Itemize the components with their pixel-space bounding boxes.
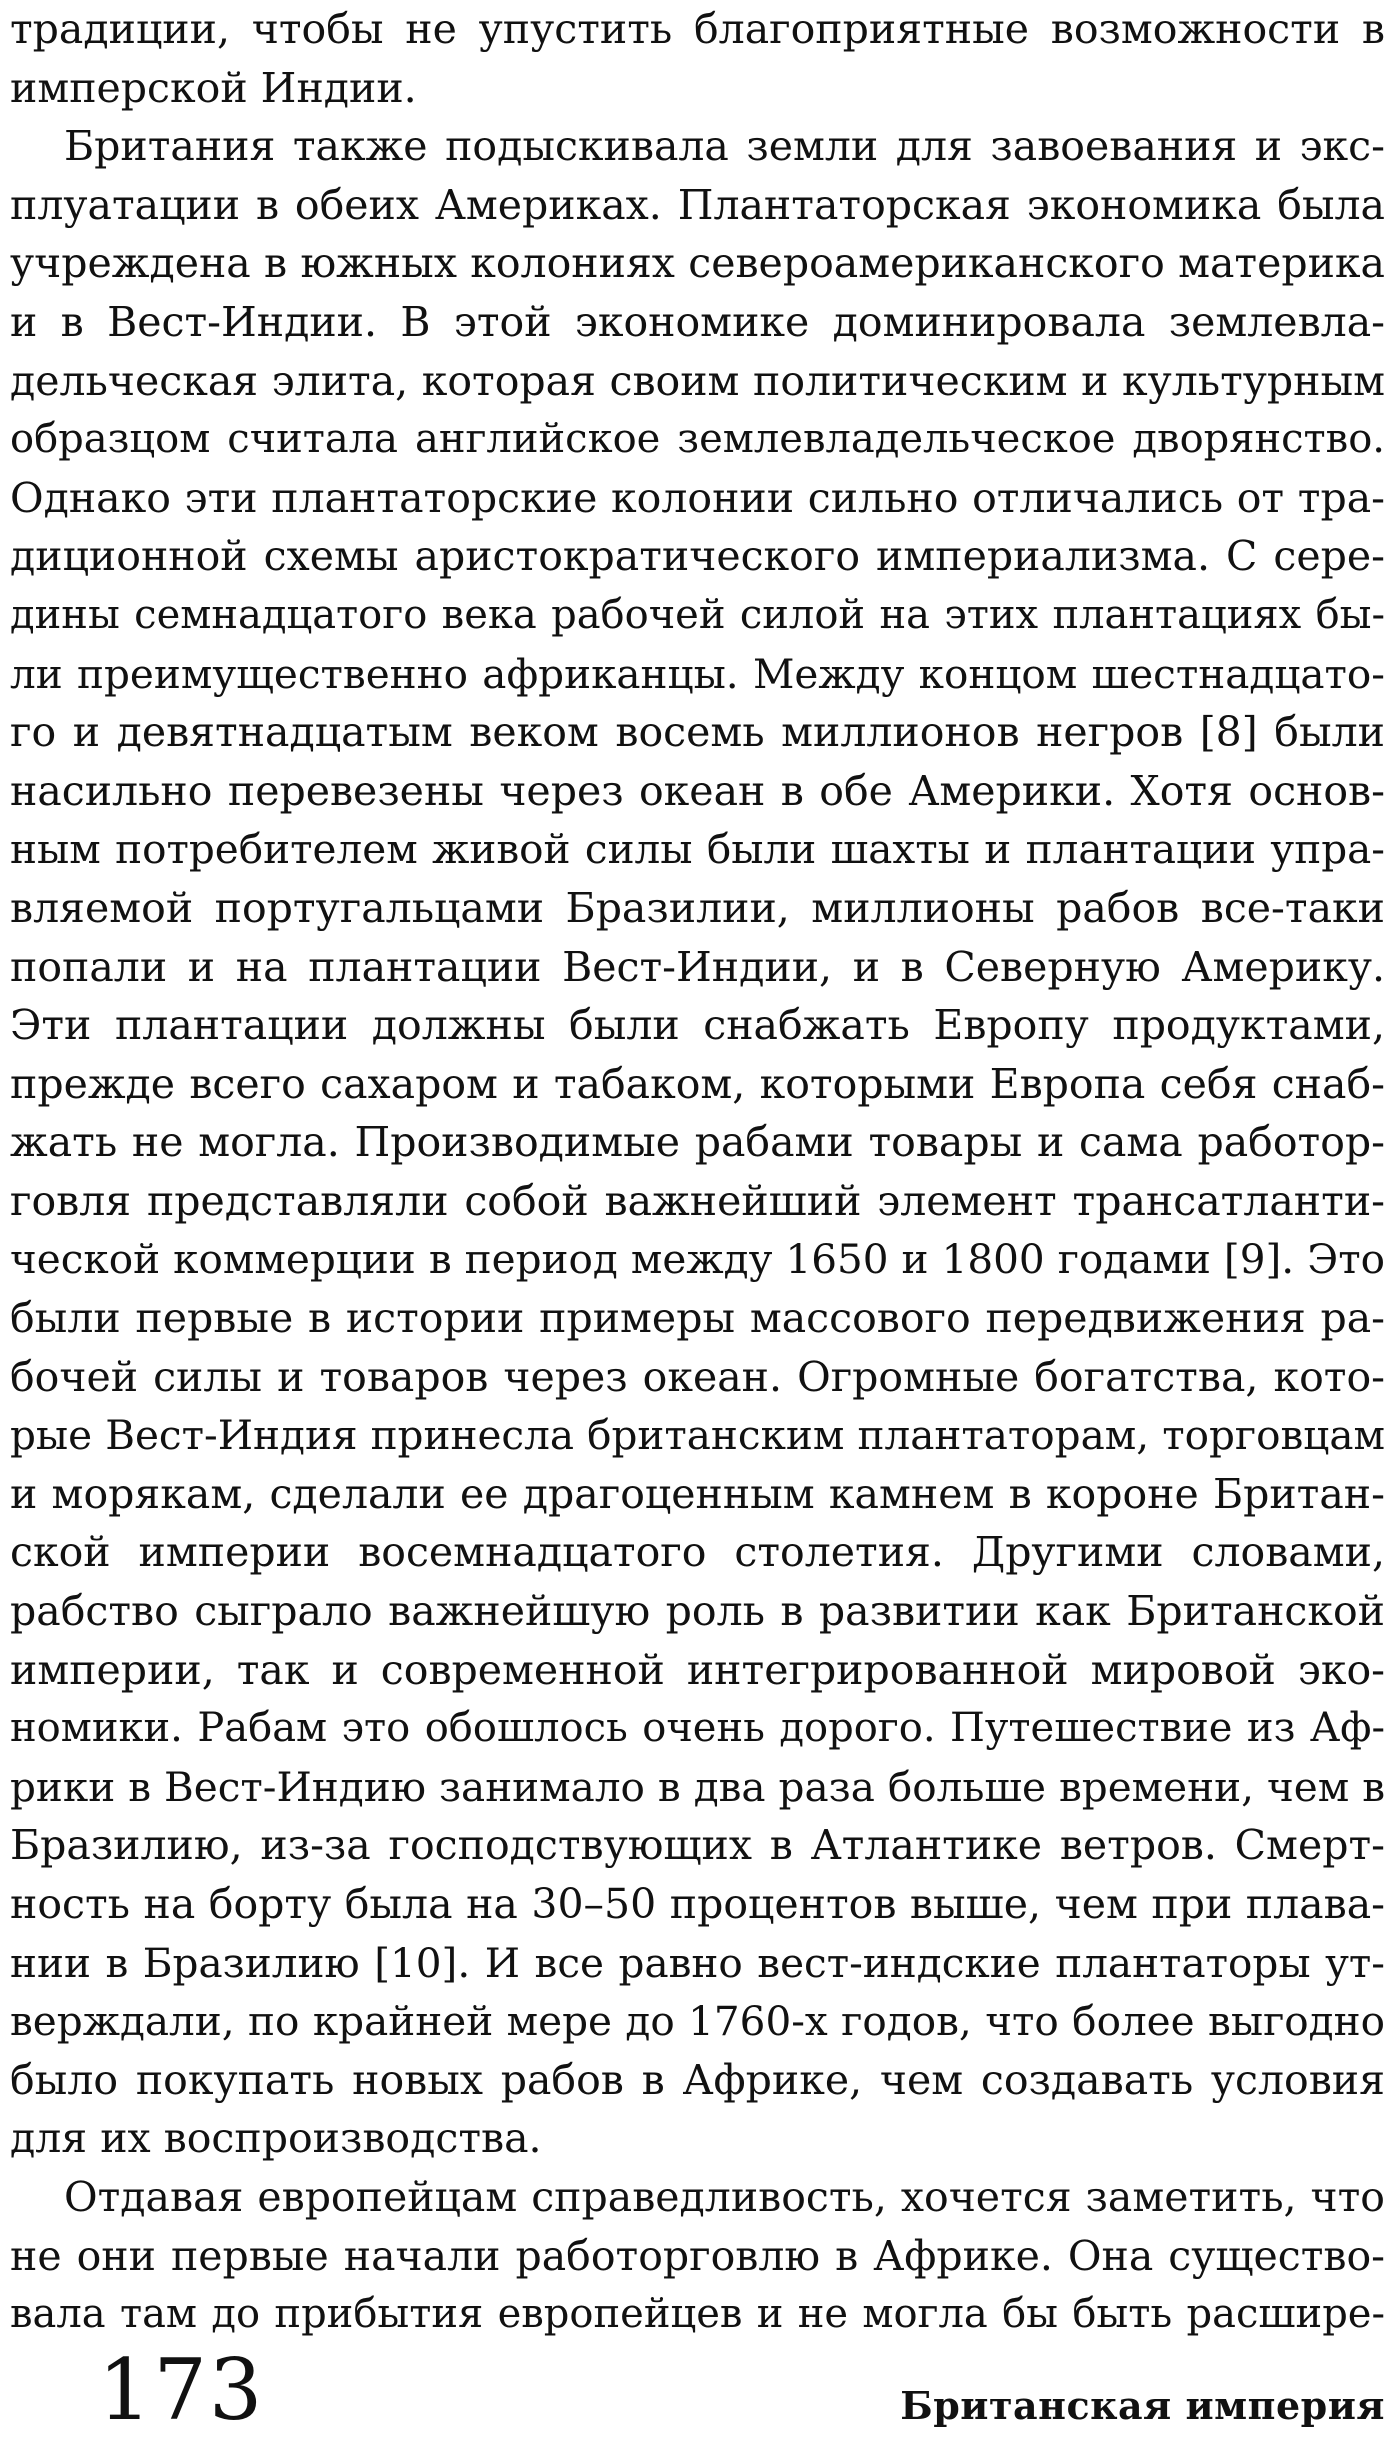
text-line: рики в Вест-Индию занимало в два раза больше времени, чем в — [10, 1762, 1385, 1811]
text-line: ческой коммерции в период между 1650 и 1800 годами [9]. Это — [10, 1235, 1385, 1284]
text-line: образцом считала английское землевладельческое дворянство. — [10, 416, 1385, 463]
text-line: бочей силы и товаров через океан. Огромные богатства, кото- — [10, 1352, 1385, 1401]
book-page — [10, 0, 1385, 2460]
text-line: ным потребителем живой силы были шахты и плантации упра- — [10, 825, 1385, 874]
text-line: ли преимущественно африканцы. Между концом шестнадцато- — [10, 649, 1385, 698]
page-footer — [10, 2340, 1385, 2450]
text-line: нии в Бразилию [10]. И все равно вест-индские плантаторы ут- — [10, 1938, 1385, 1987]
text-line: говля представляли собой важнейший элемент трансатланти- — [10, 1176, 1385, 1225]
text-line: верждали, по крайней мере до 1760-х годов, что более выгодно — [10, 1997, 1385, 2046]
text-line: Бразилию, из-за господствующих в Атлантике ветров. Смерт- — [10, 1821, 1385, 1870]
text-line: учреждена в южных колониях североамериканского материка — [10, 239, 1385, 288]
text-line: го и девятнадцатым веком восемь миллионов негров [8] были — [10, 708, 1385, 757]
text-line: прежде всего сахаром и табаком, которыми Европа себя снаб- — [10, 1059, 1385, 1108]
paragraph-americas — [10, 117, 1385, 2168]
text-line: Отдавая европейцам справедливость, хочется заметить, что — [64, 2172, 1385, 2221]
text-line: имперской Индии. — [10, 63, 417, 112]
text-line: рые Вест-Индия принесла британским плантаторам, торговцам — [10, 1411, 1385, 1460]
text-line: традиции, чтобы не упустить благоприятные возможности в — [10, 5, 1385, 53]
text-line: жать не могла. Производимые рабами товары и сама работор- — [10, 1118, 1385, 1167]
text-line: и в Вест-Индии. В этой экономике доминировала землевла- — [10, 297, 1385, 346]
text-line: для их воспроизводства. — [10, 2114, 542, 2163]
text-line: и морякам, сделали ее драгоценным камнем в короне Британ- — [10, 1469, 1385, 1518]
text-line: рабство сыграло важнейшую роль в развитии как Британской — [10, 1587, 1385, 1636]
text-line: номики. Рабам это обошлось очень дорого. Путешествие из Аф- — [10, 1705, 1385, 1752]
text-line: попали и на плантации Вест-Индии, и в Северную Америку. — [10, 942, 1385, 991]
text-line: Эти плантации должны были снабжать Европу продуктами, — [10, 1001, 1385, 1050]
text-line: насильно перевезены через океан в обе Америки. Хотя основ- — [10, 766, 1385, 815]
body-text — [10, 0, 1385, 2344]
paragraph-continuation — [10, 0, 1385, 117]
text-line: ской империи восемнадцатого столетия. Другими словами, — [10, 1528, 1385, 1577]
page-number: 173 — [98, 2341, 265, 2439]
text-line: диционной схемы аристократического империализма. С сере- — [10, 532, 1385, 581]
text-line: Однако эти плантаторские колонии сильно отличались от тра- — [10, 473, 1385, 522]
text-line: дины семнадцатого века рабочей силой на этих плантациях бы- — [10, 591, 1385, 638]
text-line: плуатации в обеих Америках. Плантаторская экономика была — [10, 180, 1385, 229]
text-line: не они первые начали работорговлю в Африке. Она существо- — [10, 2231, 1385, 2280]
text-line: дельческая элита, которая своим политическим и культурным — [10, 356, 1385, 405]
text-line: Британия также подыскивала земли для завоевания и экс- — [64, 122, 1385, 171]
running-title: Британская империя — [900, 2383, 1385, 2428]
text-line: было покупать новых рабов в Африке, чем создавать условия — [10, 2055, 1385, 2104]
paragraph-fairness — [10, 2168, 1385, 2344]
text-line: вляемой португальцами Бразилии, миллионы рабов все-таки — [10, 883, 1385, 932]
text-line: ность на борту была на 30–50 процентов выше, чем при плава- — [10, 1880, 1385, 1928]
text-line: были первые в истории примеры массового передвижения ра- — [10, 1294, 1385, 1343]
text-line: империи, так и современной интегрированной мировой эко- — [10, 1645, 1385, 1694]
text-line: вала там до прибытия европейцев и не могла бы быть расшире- — [10, 2291, 1385, 2338]
